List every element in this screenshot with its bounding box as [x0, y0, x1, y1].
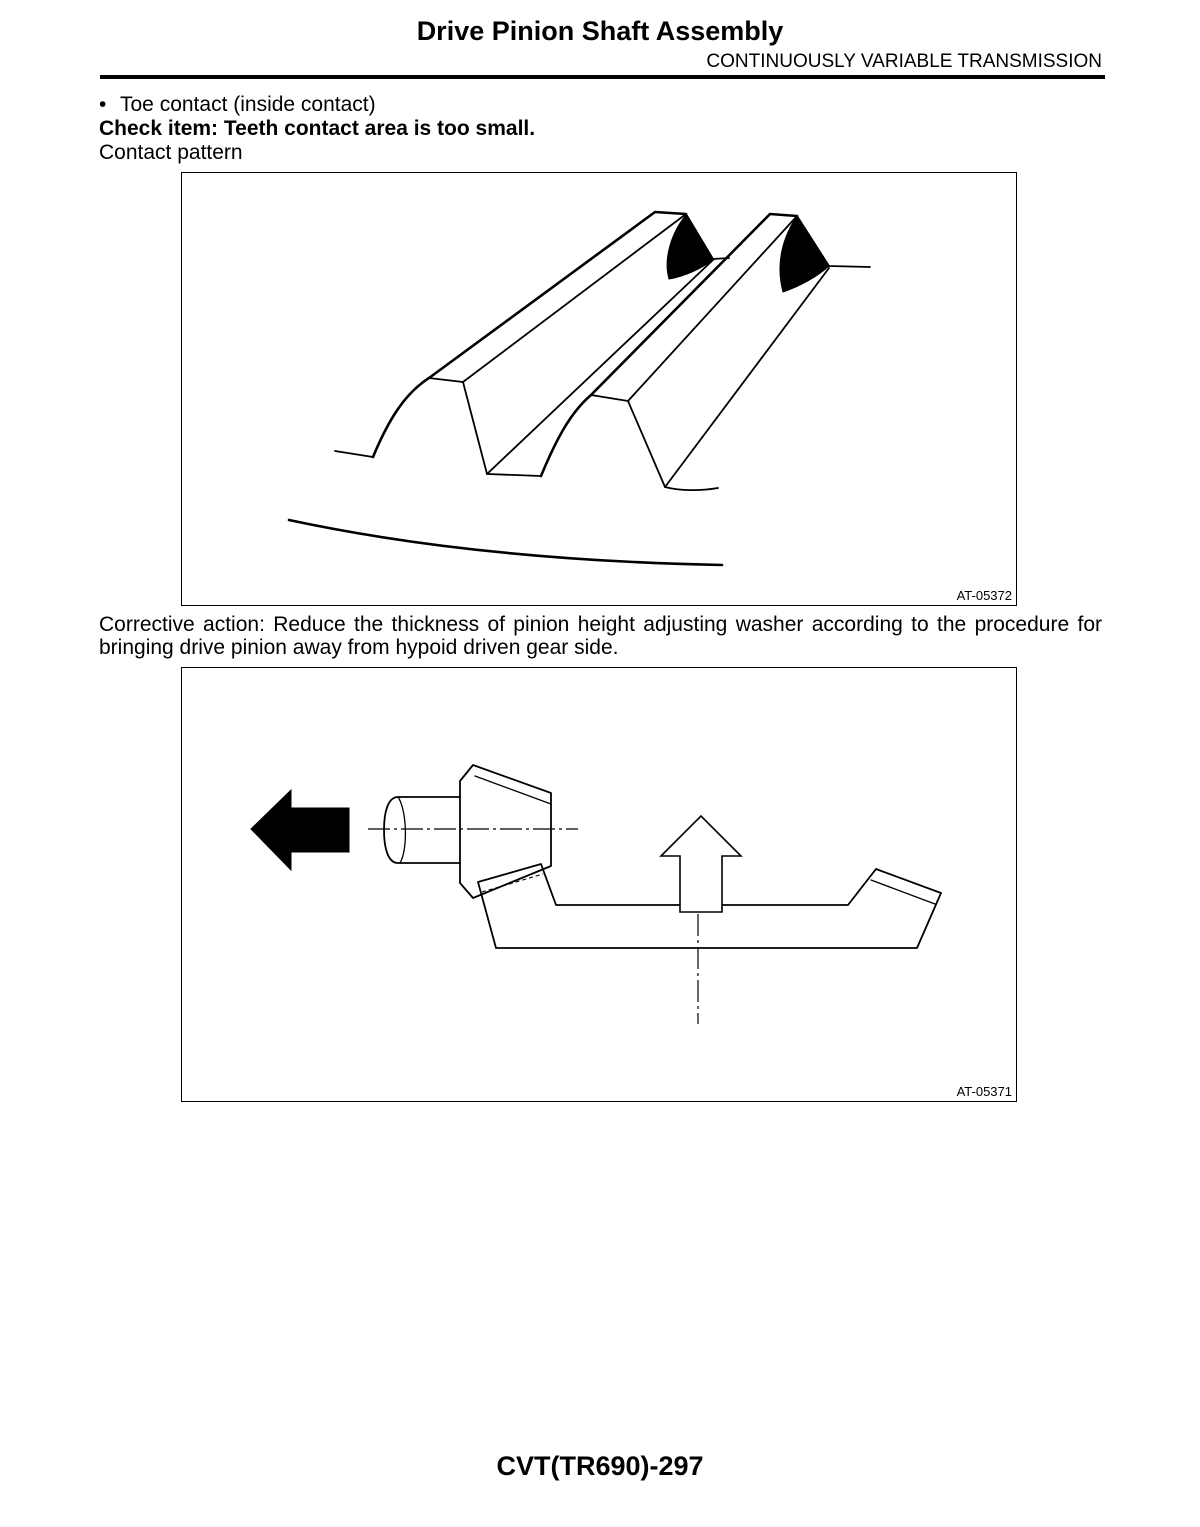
gear-tooth-1	[335, 212, 729, 476]
tooth-2-ridge	[628, 216, 797, 401]
tooth-1-root-line	[487, 259, 714, 474]
pinion-direction-arrow-icon	[251, 790, 349, 870]
contact-pattern-drawing	[181, 172, 1017, 606]
tooth-2-root-line	[665, 268, 829, 487]
figure-contact-pattern	[181, 172, 1017, 606]
adjustment-drawing	[181, 667, 1017, 1102]
contact-area-dashed-line	[482, 874, 543, 892]
tooth-1-front-face	[463, 382, 541, 476]
tooth-2-base-arc	[665, 487, 718, 490]
section-header: CONTINUOUSLY VARIABLE TRANSMISSION	[706, 51, 1102, 72]
tooth-1-front-top-edge	[429, 378, 463, 382]
figure-adjustment-direction	[181, 667, 1017, 1102]
figure-1-id: AT-05372	[956, 588, 1012, 603]
tooth-1-left-flank	[373, 378, 429, 457]
tooth-1-ridge	[463, 214, 686, 382]
driven-gear-tooth-face-line	[871, 880, 935, 904]
check-item: Check item: Teeth contact area is too small.	[99, 117, 536, 140]
corrective-action: Corrective action: Reduce the thickness of pinion height adjusting washer according to the procedure for bringing drive pinion away from hypoid driven gear side.	[99, 613, 1102, 659]
tooth-1-top-left-edge	[429, 212, 686, 378]
tooth-2-front-top-edge	[591, 395, 628, 401]
drive-pinion	[384, 765, 551, 898]
pinion-shaft-end	[398, 797, 405, 863]
figure-2-id: AT-05371	[956, 1084, 1012, 1099]
tooth-2-front-face	[628, 401, 665, 487]
bullet-line	[99, 93, 535, 117]
check-block	[99, 93, 535, 165]
bullet-glyph: •	[99, 93, 107, 116]
pinion-shaft	[384, 797, 460, 863]
page-number: CVT(TR690)-297	[496, 1451, 704, 1481]
gear-direction-arrow-icon	[661, 816, 741, 912]
header-rule	[100, 75, 1105, 79]
contact-pattern-label: Contact pattern	[99, 141, 243, 164]
page-title: Drive Pinion Shaft Assembly	[416, 16, 784, 46]
gear-root-arc	[289, 520, 722, 565]
tooth-1-tail-line	[335, 451, 373, 457]
tooth-2-left-flank	[541, 395, 591, 476]
bullet-text: Toe contact (inside contact)	[120, 93, 376, 116]
pinion-head	[460, 765, 551, 898]
